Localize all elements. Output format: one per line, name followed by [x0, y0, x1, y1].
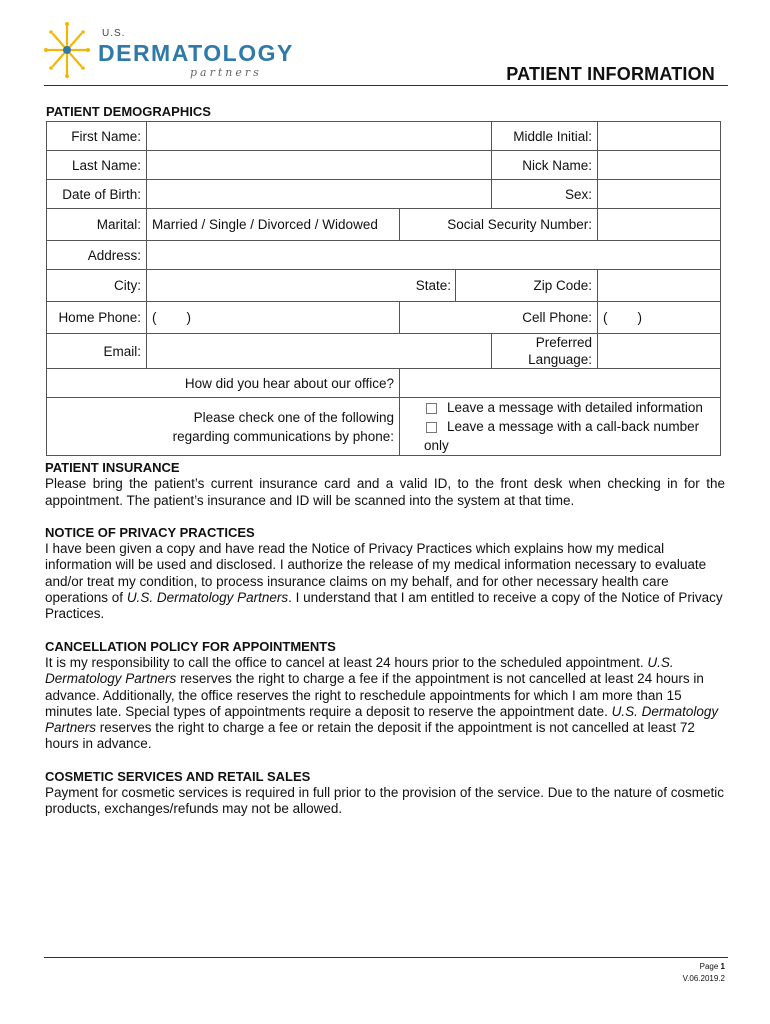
- phone-preference-label: [47, 398, 400, 456]
- state-label: State:: [400, 270, 456, 302]
- insurance-section: [45, 460, 725, 509]
- email-label: Email:: [47, 334, 147, 369]
- table-row: [47, 302, 721, 334]
- privacy-body-part2: . I understand that I am entitled to receive a copy of the Notice of Privacy Practices.: [45, 590, 723, 622]
- privacy-section: [45, 525, 725, 623]
- cancellation-section: [45, 639, 725, 753]
- email-field[interactable]: [147, 334, 492, 369]
- preferred-language-label: [492, 334, 598, 369]
- version-label: V.06.2019.2: [682, 974, 725, 983]
- preferred-language-label-line1: Preferred: [535, 335, 592, 350]
- table-row: [47, 270, 721, 302]
- city-field[interactable]: [147, 270, 400, 302]
- page-number: [700, 962, 725, 971]
- zip-label: Zip Code:: [456, 270, 598, 302]
- first-name-label: First Name:: [47, 122, 147, 151]
- phone-preference-line2: regarding communications by phone:: [172, 428, 394, 444]
- privacy-heading: NOTICE OF PRIVACY PRACTICES: [45, 524, 255, 540]
- policy-sections: [45, 460, 725, 834]
- cancellation-body-company2: U.S. Dermatology Partners: [45, 703, 719, 736]
- page-title: PATIENT INFORMATION: [506, 64, 715, 84]
- starburst-icon: [44, 22, 90, 78]
- first-name-field[interactable]: [147, 122, 492, 151]
- hear-about-label: How did you hear about our office?: [47, 369, 400, 398]
- table-row: [47, 122, 721, 151]
- logo-tagline-text: partners: [190, 66, 262, 79]
- marital-label: Marital:: [47, 209, 147, 241]
- cancellation-body-part2: reserves the right to charge a fee if the appointment is not cancelled at least 24 hours in advance. Additionally, the office reserves the right to reschedule appointments for which I am more than 15 minutes late. Special types of appointments require a deposit to reserve the appointment date.: [45, 671, 704, 719]
- footer-divider: [44, 957, 728, 958]
- sex-label: Sex:: [492, 180, 598, 209]
- insurance-heading: PATIENT INSURANCE: [45, 460, 180, 475]
- zip-field[interactable]: [598, 270, 721, 302]
- logo-us-text: U.S.: [102, 28, 126, 39]
- detailed-message-label: Leave a message with detailed information: [447, 400, 703, 415]
- city-label: City:: [47, 270, 147, 302]
- dob-field[interactable]: [147, 180, 492, 209]
- table-row: [47, 369, 721, 398]
- cell-phone-field[interactable]: ( ): [598, 302, 721, 334]
- marital-options[interactable]: Married / Single / Divorced / Widowed: [147, 209, 400, 241]
- nick-name-field[interactable]: [598, 151, 721, 180]
- logo-name-text: DERMATOLOGY: [98, 40, 294, 66]
- company-logo: [44, 22, 294, 82]
- cosmetic-section: [45, 769, 725, 818]
- title-divider: [44, 85, 728, 86]
- table-row: [47, 180, 721, 209]
- cancellation-body-company1: U.S. Dermatology Partners: [45, 654, 674, 687]
- demographics-table: [46, 121, 721, 456]
- ssn-field[interactable]: [598, 209, 721, 241]
- table-row: [47, 334, 721, 369]
- table-row: [47, 209, 721, 241]
- privacy-body-part1: I have been given a copy and have read the Notice of Privacy Practices which explains how my medical information will be used and disclosed. I authorize the release of my medical information necessary to evaluate and/or treat my condition, to process insurance claims on my behalf, and for other necessary health care operations of: [45, 541, 707, 606]
- ssn-label: Social Security Number:: [400, 209, 598, 241]
- nick-name-label: Nick Name:: [492, 151, 598, 180]
- privacy-body: [45, 541, 725, 622]
- last-name-label: Last Name:: [47, 151, 147, 180]
- detailed-message-checkbox[interactable]: [426, 403, 437, 414]
- hear-about-field[interactable]: [400, 369, 721, 398]
- preferred-language-label-line2: Language:: [528, 352, 592, 367]
- demographics-heading: PATIENT DEMOGRAPHICS: [46, 104, 211, 119]
- cell-phone-label: Cell Phone:: [400, 302, 598, 334]
- cancellation-body: [45, 655, 725, 753]
- cancellation-body-part3: reserves the right to charge a fee or retain the deposit if the appointment is not cancelled at least 72 hours in advance.: [45, 720, 695, 752]
- cosmetic-body: Payment for cosmetic services is required in full prior to the provision of the service. Due to the nature of cosmetic products, exchanges/refunds may not be allowed.: [45, 785, 725, 817]
- callback-message-checkbox[interactable]: [426, 422, 437, 433]
- page-label: Page: [699, 962, 721, 971]
- page-number-value: 1: [720, 962, 725, 971]
- home-phone-field[interactable]: ( ): [147, 302, 400, 334]
- middle-initial-field[interactable]: [598, 122, 721, 151]
- home-phone-label: Home Phone:: [47, 302, 147, 334]
- table-row: [47, 241, 721, 270]
- preferred-language-field[interactable]: [598, 334, 721, 369]
- phone-preference-line1: Please check one of the following: [193, 409, 394, 425]
- dob-label: Date of Birth:: [47, 180, 147, 209]
- cancellation-heading: CANCELLATION POLICY FOR APPOINTMENTS: [45, 638, 336, 654]
- cancellation-body-part1: It is my responsibility to call the office to cancel at least 24 hours prior to the scheduled appointment.: [45, 654, 648, 670]
- table-row: [47, 398, 721, 456]
- sex-field[interactable]: [598, 180, 721, 209]
- table-row: [47, 151, 721, 180]
- address-field[interactable]: [147, 241, 721, 270]
- callback-message-label: Leave a message with a call-back number only: [424, 419, 700, 453]
- cosmetic-heading: COSMETIC SERVICES AND RETAIL SALES: [45, 768, 311, 784]
- phone-preference-options: [400, 398, 721, 456]
- privacy-body-company: U.S. Dermatology Partners: [126, 590, 289, 606]
- middle-initial-label: Middle Initial:: [492, 122, 598, 151]
- last-name-field[interactable]: [147, 151, 492, 180]
- address-label: Address:: [47, 241, 147, 270]
- insurance-body: Please bring the patient’s current insurance card and a valid ID, to the front desk when checking in for the appointment. The patient’s insurance and ID will be scanned into the system at that time.: [45, 476, 725, 508]
